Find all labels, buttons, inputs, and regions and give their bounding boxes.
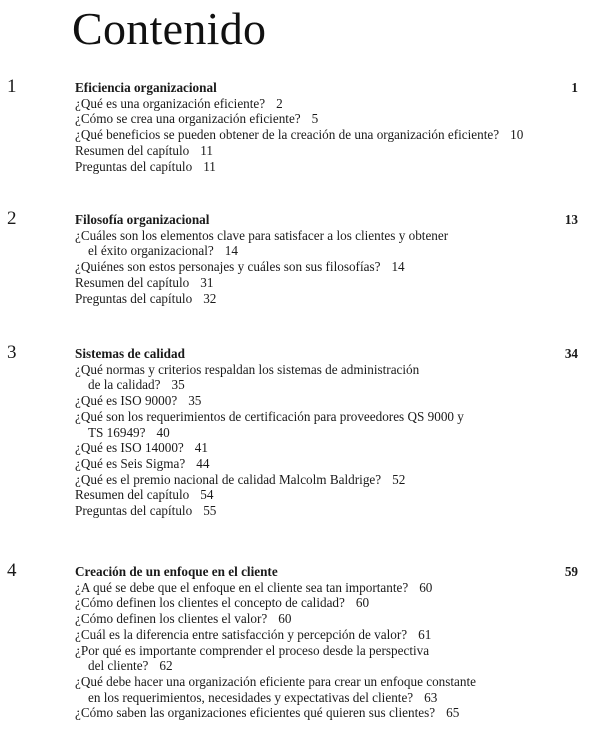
entry-text: ¿Qué es ISO 9000? [75,393,178,409]
entry-text: Preguntas del capítulo [75,503,193,519]
entry-text: ¿Cuáles son los elementos clave para satisfacer a los clientes y obtener [75,227,449,243]
toc-entry[interactable] [75,259,578,275]
entry-text: ¿Qué es Seis Sigma? [75,455,186,471]
entry-page: 62 [159,658,173,674]
entry-text: ¿Qué es el premio nacional de calidad Malcolm Baldrige? [75,471,382,487]
entry-text-continued: en los requerimientos, necesidades y expectativas del cliente? [88,689,414,705]
entry-text-continued: TS 16949? [88,424,146,440]
toc-entry[interactable] [75,440,578,456]
entry-text: ¿Qué beneficios se pueden obtener de la creación de una organización eficiente? [75,127,500,143]
chapter-page: 34 [564,346,578,361]
entry-page: 11 [203,158,216,174]
chapter-title: Eficiencia organizacional [75,80,217,95]
toc-entry[interactable] [75,393,578,409]
chapter-heading[interactable] [75,564,578,580]
entry-text: ¿Cómo se crea una organización eficiente? [75,111,301,127]
entry-page: 40 [156,424,170,440]
entry-page: 60 [355,595,370,611]
chapter-number: 4 [7,560,17,581]
entry-text-continued: de la calidad? [88,377,161,393]
entry-text: ¿A qué se debe que el enfoque en el cliente sea tan importante? [75,579,409,595]
entry-text: ¿Cuál es la diferencia entre satisfacción y percepción de valor? [75,626,408,642]
chapter-number: 2 [7,208,17,229]
toc-entry[interactable] [75,627,578,643]
chapter-title: Sistemas de calidad [75,346,185,361]
entry-page: 60 [278,611,292,627]
entry-page: 61 [418,626,432,642]
entry-page: 60 [419,579,433,595]
toc-entry[interactable] [75,111,578,127]
entry-page: 54 [200,487,214,503]
chapter-heading[interactable] [75,212,578,228]
toc-entry[interactable] [75,409,578,425]
entry-text: ¿Cómo definen los clientes el concepto de calidad? [75,595,345,611]
entry-text: ¿Cómo saben las organizaciones eficientes qué quieren sus clientes? [75,705,436,721]
toc-entry[interactable] [75,611,578,627]
entry-page: 10 [510,127,524,143]
chapter-page: 1 [571,80,578,95]
chapter-number: 1 [7,76,17,97]
chapter-title: Filosofía organizacional [75,212,210,227]
toc-entry[interactable] [75,127,578,143]
entry-text: Preguntas del capítulo [75,290,193,306]
entry-page: 2 [276,95,283,111]
entry-text: Resumen del capítulo [75,274,190,290]
toc-entry[interactable] [75,472,578,488]
entry-text-continued: del cliente? [88,658,149,674]
entry-text: ¿Qué es ISO 14000? [75,440,184,456]
toc-entry[interactable] [75,456,578,472]
toc-entry[interactable] [75,96,578,112]
entry-page: 52 [392,471,406,487]
entry-page: 11 [200,142,213,158]
toc-entry[interactable] [75,487,578,503]
entry-text-continued: el éxito organizacional? [88,243,214,259]
chapter-heading[interactable] [75,80,578,96]
entry-page: 65 [446,705,460,721]
toc-entry[interactable] [75,159,578,175]
entry-text: ¿Qué debe hacer una organización eficiente para crear un enfoque constante [75,673,477,689]
entry-text: ¿Qué es una organización eficiente? [75,95,266,111]
page-title: Contenido [72,3,267,54]
entry-page: 14 [224,243,238,259]
chapter-page: 13 [564,212,578,227]
entry-page: 5 [311,111,319,127]
toc-entry[interactable] [75,503,578,519]
toc-entry[interactable] [75,595,578,611]
chapter-heading[interactable] [75,346,578,362]
entry-page: 63 [424,689,438,705]
entry-text: ¿Por qué es importante comprender el proceso desde la perspectiva [75,642,430,658]
toc-entry[interactable] [75,580,578,596]
entry-text: Resumen del capítulo [75,487,190,503]
entry-page: 55 [203,503,217,519]
entry-text: ¿Cómo definen los clientes el valor? [75,611,268,627]
entry-page: 41 [194,440,208,456]
toc-entry[interactable] [75,228,578,244]
toc-entry[interactable] [75,143,578,159]
entry-text: ¿Qué normas y criterios respaldan los sistemas de administración [75,361,420,377]
entry-page: 44 [196,455,210,471]
entry-page: 31 [200,274,214,290]
toc-entry[interactable] [75,275,578,291]
entry-text: ¿Quiénes son estos personajes y cuáles son sus filosofías? [75,259,381,275]
entry-page: 32 [203,290,217,306]
entry-text: Resumen del capítulo [75,142,190,158]
entry-text: ¿Qué son los requerimientos de certificación para proveedores QS 9000 y [75,408,464,424]
chapter-number: 3 [7,342,17,363]
toc-entry[interactable] [75,643,578,659]
toc-entry[interactable] [75,291,578,307]
toc-entry[interactable] [75,362,578,378]
toc-entry[interactable] [75,674,578,690]
toc-entry[interactable] [75,705,578,721]
entry-page: 35 [188,393,202,409]
entry-text: Preguntas del capítulo [75,158,193,174]
chapter-title: Creación de un enfoque en el cliente [75,564,278,579]
entry-page: 35 [171,377,185,393]
entry-page: 14 [391,259,405,275]
chapter-page: 59 [564,564,578,579]
